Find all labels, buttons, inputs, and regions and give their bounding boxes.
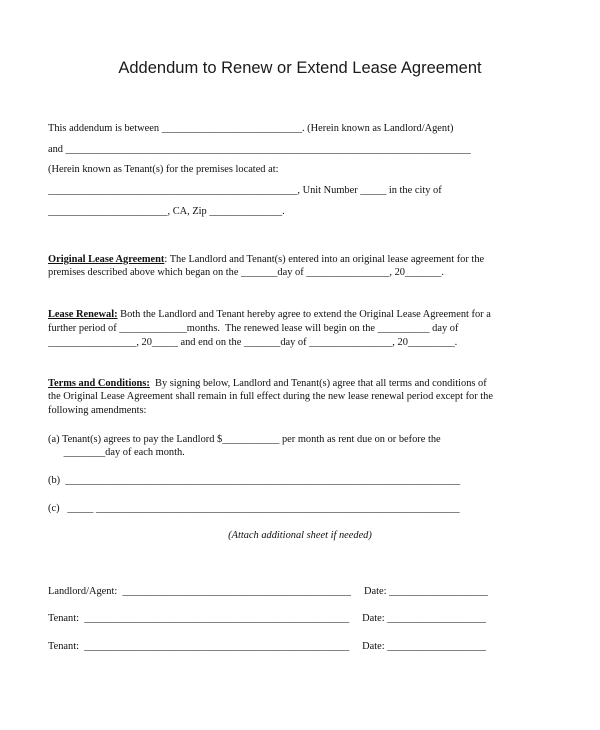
original-lease-line-2: premises described above which began on the _______day of ________________, 20_______. (48, 267, 444, 278)
parties-line-5: _______________________, CA, Zip ______________. (48, 206, 285, 217)
lease-renewal-text: Both the Landlord and Tenant hereby agree to extend the Original Lease Agreement for a (117, 309, 491, 320)
amendment-b: (b) ____________________________________________________________________________ (48, 475, 461, 486)
parties-line-4: ________________________________________________, Unit Number _____ in the city of (48, 185, 442, 196)
terms-line-1 (48, 377, 487, 390)
original-lease-text: : The Landlord and Tenant(s) entered into an original lease agreement for the (164, 254, 485, 265)
original-lease-heading: Original Lease Agreement (48, 254, 165, 265)
tenant-signature-line-2: Tenant: ___________________________________________________ Date: ___________________ (48, 641, 486, 652)
amendment-a-line-1: (a) Tenant(s) agrees to pay the Landlord $___________ per month as rent due on or before the (48, 434, 441, 445)
original-lease-line-1 (48, 253, 484, 266)
attach-note: (Attach additional sheet if needed) (228, 530, 372, 541)
lease-renewal-line-3: _________________, 20_____ and end on the _______day of ________________, 20_________. (48, 337, 458, 348)
terms-heading: Terms and Conditions: (48, 378, 150, 389)
parties-line-1: This addendum is between ___________________________. (Herein known as Landlord/Agent) (48, 123, 454, 134)
landlord-signature-line: Landlord/Agent: ____________________________________________ Date: ___________________ (48, 586, 488, 597)
parties-line-2: and ______________________________________________________________________________ (48, 144, 471, 155)
terms-text: By signing below, Landlord and Tenant(s) agree that all terms and conditions of (149, 378, 487, 389)
amendment-c: (c) _____ ______________________________________________________________________ (48, 503, 460, 514)
parties-line-3: (Herein known as Tenant(s) for the premises located at: (48, 164, 279, 175)
terms-line-3: following amendments: (48, 405, 147, 416)
amendment-a-line-2: ________day of each month. (48, 447, 185, 458)
document-title: Addendum to Renew or Extend Lease Agreement (118, 59, 482, 77)
lease-renewal-heading: Lease Renewal: (48, 309, 118, 320)
tenant-signature-line-1: Tenant: ___________________________________________________ Date: ___________________ (48, 613, 486, 624)
terms-line-2: the Original Lease Agreement shall remain in full effect during the new lease renewal period except for the (48, 391, 493, 402)
lease-renewal-line-2: further period of _____________months. The renewed lease will begin on the __________ day of (48, 323, 459, 334)
lease-renewal-line-1 (48, 308, 491, 321)
